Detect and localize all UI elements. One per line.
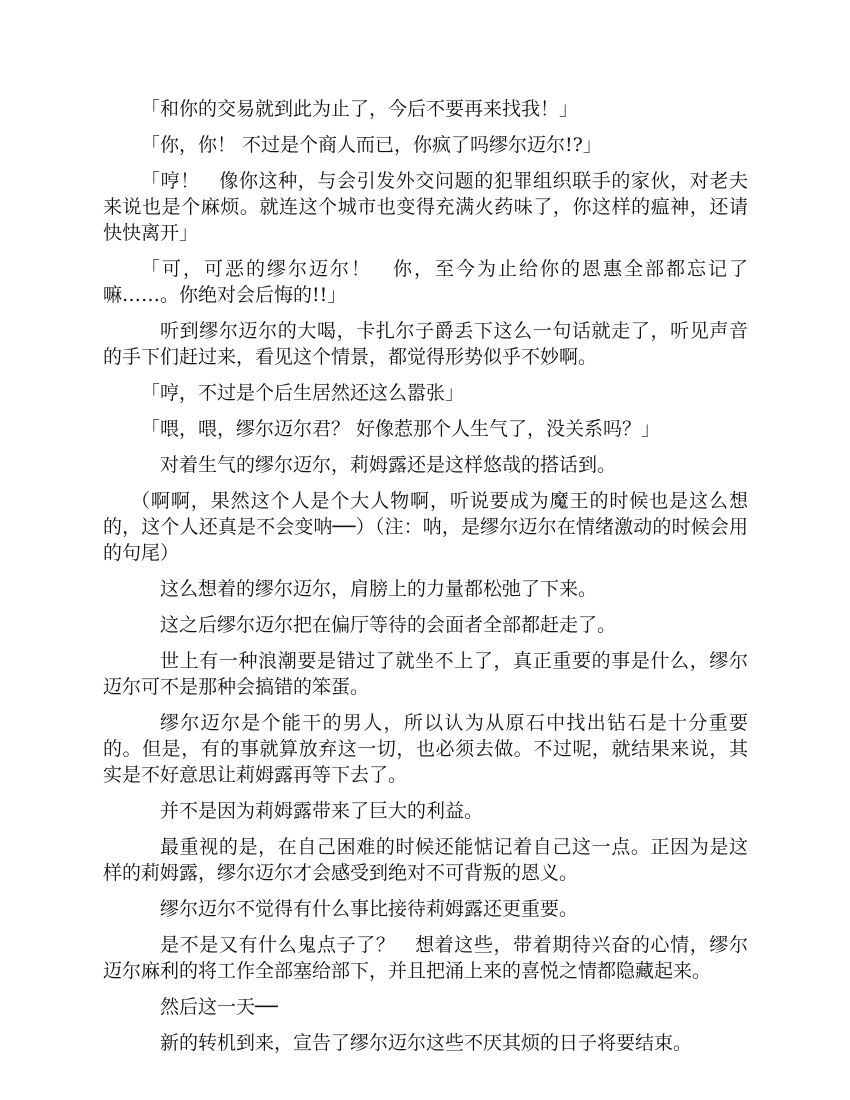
paragraph-14: 并不是因为莉姆露带来了巨大的利益。 [160,800,484,822]
paragraph-16: 缪尔迈尔不觉得有什么事比接待莉姆露还更重要。 [160,898,579,920]
paragraph-10: 这么想着的缪尔迈尔，肩膀上的力量都松弛了下来。 [160,578,598,600]
paragraph-11: 这之后缪尔迈尔把在偏厅等待的会面者全部都赶走了。 [160,614,617,636]
paragraph-4: 「可，可恶的缪尔迈尔！ 你，至今为止给你的恩惠全部都忘记了嘛……。你绝对会后悔的!!」 [103,258,748,306]
paragraph-7: 「喂，喂，缪尔迈尔君？ 好像惹那个人生气了，没关系吗？」 [141,418,661,440]
paragraph-17: 是不是又有什么鬼点子了？ 想着这些，带着期待兴奋的心情，缪尔迈尔麻利的将工作全部塞给部下，并且把涌上来的喜悦之情都隐藏起来。 [103,934,748,982]
paragraph-12: 世上有一种浪潮要是错过了就坐不上了，真正重要的事是什么，缪尔迈尔可不是那种会搞错的笨蛋。 [103,650,748,698]
paragraph-8: 对着生气的缪尔迈尔，莉姆露还是这样悠哉的搭话到。 [160,454,617,476]
paragraph-9: （啊啊，果然这个人是个大人物啊，听说要成为魔王的时候也是这么想的，这个人还真是不会变呐──）（注：呐，是缪尔迈尔在情绪激动的时候会用的句尾） [103,490,748,564]
paragraph-1: 「和你的交易就到此为止了，今后不要再来找我！」 [141,98,579,120]
paragraph-18: 然后这一天── [160,996,278,1018]
paragraph-6: 「哼，不过是个后生居然还这么嚣张」 [141,382,465,404]
document-page [103,96,748,1066]
paragraph-15: 最重视的是，在自己困难的时候还能惦记着自己这一点。正因为是这样的莉姆露，缪尔迈尔才会感受到绝对不可背叛的恩义。 [103,836,748,884]
paragraph-5: 听到缪尔迈尔的大喝，卡扎尔子爵丢下这么一句话就走了，听见声音的手下们赶过来，看见这个情景，都觉得形势似乎不妙啊。 [103,320,748,368]
paragraph-3: 「哼！ 像你这种，与会引发外交问题的犯罪组织联手的家伙，对老夫来说也是个麻烦。就连这个城市也变得充满火药味了，你这样的瘟神，还请快快离开」 [103,170,748,244]
paragraph-19: 新的转机到来，宣告了缪尔迈尔这些不厌其烦的日子将要结束。 [160,1032,693,1054]
paragraph-13: 缪尔迈尔是个能干的男人，所以认为从原石中找出钻石是十分重要的。但是，有的事就算放弃这一切，也必须去做。不过呢，就结果来说，其实是不好意思让莉姆露再等下去了。 [103,712,748,786]
paragraph-2: 「你，你！ 不过是个商人而已，你疯了吗缪尔迈尔!?」 [141,134,602,156]
